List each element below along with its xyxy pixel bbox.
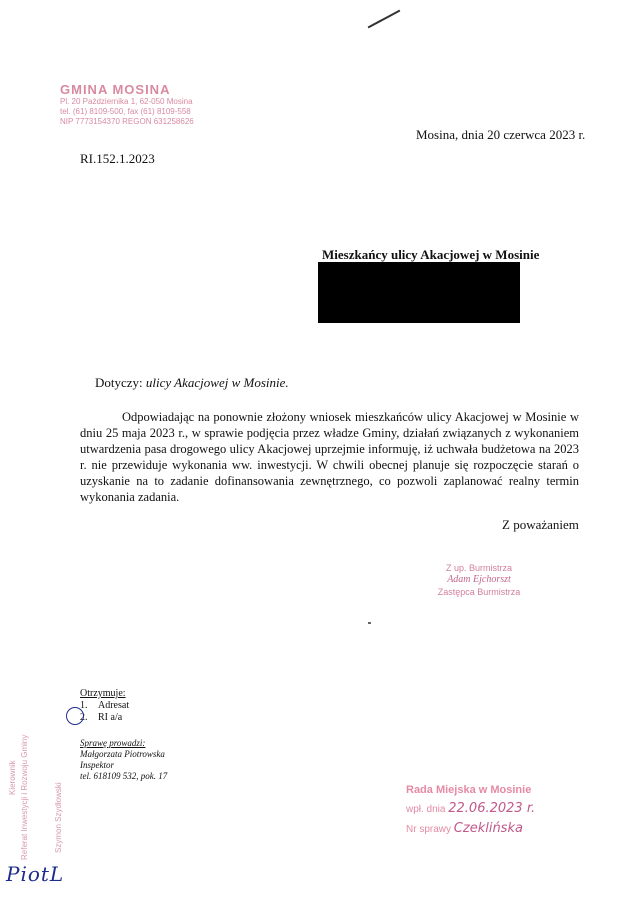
recipient-number: 1. [80,700,88,711]
received-stamp-title: Rada Miejska w Mosinie [406,784,532,796]
stamp-tax-id: NIP 7773154370 REGON 631258626 [60,117,194,126]
place-date: Mosina, dnia 20 czerwca 2023 r. [416,127,586,142]
received-date-row [406,801,586,816]
stray-mark [368,622,371,624]
stamp-address: Pl. 20 Października 1, 62-050 Mosina [60,97,193,106]
recipients-block [80,688,129,724]
recipient-label: Adresat [98,700,130,711]
addressee: Mieszkańcy ulicy Akacjowej w Mosinie [322,247,540,262]
handler-header: Sprawę prowadzi: [80,738,146,748]
handler-position: Inspektor [80,760,114,770]
redaction-block [318,262,520,323]
pen-scratch [368,10,401,29]
handwritten-signature: Adam Ejchorszt [447,574,511,585]
subject-line [95,375,289,391]
recipient-item [80,700,129,712]
recipient-item [80,712,129,724]
recipients-list [80,700,129,724]
recipients-header: Otrzymuje: [80,688,126,699]
subject-value: ulicy Akacjowej w Mosinie. [145,375,289,390]
case-number-row [406,821,586,836]
subject-label: Dotyczy: [95,375,143,390]
received-date-label: wpł. dnia [406,804,446,815]
signature-stamp [414,562,544,598]
received-date-value: 22.06.2023 r. [448,801,536,816]
department-head-title: Kierownik [8,760,17,795]
stamp-organization-name: GMINA MOSINA [60,82,171,97]
received-stamp [406,784,586,836]
handwritten-initials: PiotL [6,862,65,886]
header-stamp [60,82,230,127]
handler-name: Małgorzata Piotrowska [80,749,165,759]
stamp-phone: tel. (61) 8109-500, fax (61) 8109-558 [60,107,191,116]
letter-body [80,409,579,505]
letter-body-text: Odpowiadając na ponownie złożony wniosek mieszkańców ulicy Akacjowej w Mosinie w dniu 25 maja 2023 r., w sprawie podjęcia przez władze Gminy, działań związanych z wykonaniem utwardzenia pasa drogowego ulicy Akacjowej uprzejmie informuję, iż uchwała budżetowa na 2023 r. nie przewiduje wykonania ww. inwestycji. W chwili obecnej planuje się rozpoczęcie starań o uzyskanie na to zadanie dofinansowania zewnętrznego, co pozwoli zaplanować realny termin wykonania zadania. [80,410,579,504]
department-name: Referat Inwestycji i Rozwoju Gminy [20,734,29,860]
vertical-department-stamp [6,735,166,875]
recipient-label: RI a/a [98,712,123,723]
reference-number: RI.152.1.2023 [80,151,155,166]
case-number-handwriting: Czeklińska [453,821,523,836]
closing-phrase: Z poważaniem [502,517,579,532]
signature-stamp-line2: Zastępca Burmistrza [437,587,521,597]
signature-stamp-line1: Z up. Burmistrza [445,563,512,573]
handler-phone: tel. 618109 532, pok. 17 [80,771,168,781]
recipient-number: 2. [80,712,88,723]
case-number-label: Nr sprawy [406,824,452,835]
pen-circle-mark [66,707,84,725]
department-head-name: Szymon Szydłowski [54,782,63,853]
